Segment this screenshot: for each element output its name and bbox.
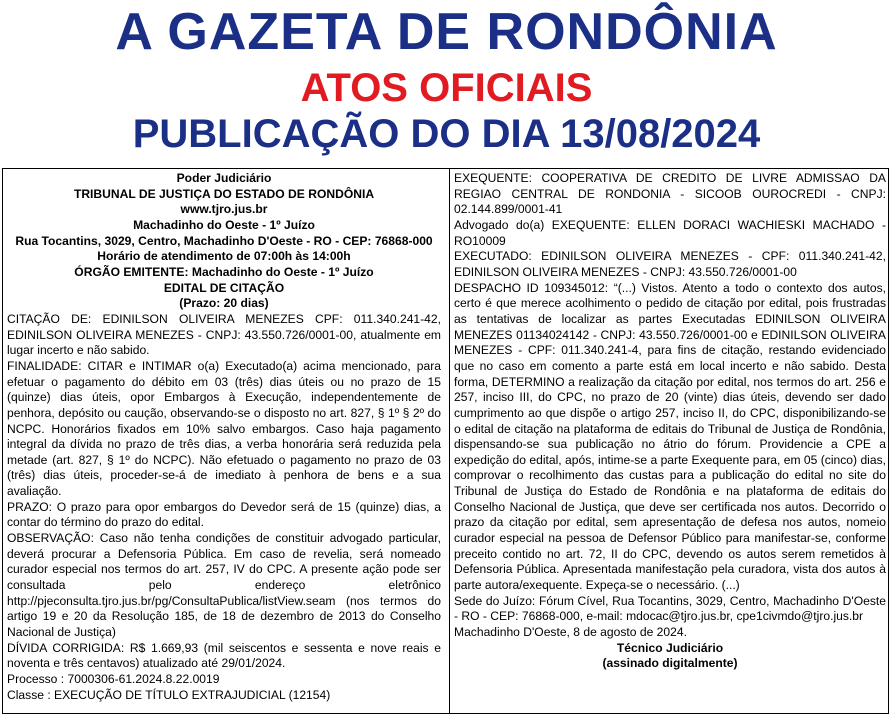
notice-frame xyxy=(2,168,889,714)
court-address: Rua Tocantins, 3029, Centro, Machadinho D'Oeste - RO - CEP: 76868-000 xyxy=(15,233,433,248)
signer-note: (assinado digitalmente) xyxy=(602,656,738,671)
district-name: Machadinho do Oeste - 1º Juízo xyxy=(133,217,315,232)
court-seat-paragraph: Sede do Juízo: Fórum Cível, Rua Tocantins, 3029, Centro, Machadinho D'Oeste - RO - CEP: 76868-000, e-mail: mdocac@tjro.jus.br, cpe1civmdo@tjro.jus.br xyxy=(454,593,886,624)
office-hours: Horário de atendimento de 07:00h às 14:00h xyxy=(97,249,351,264)
debtor-paragraph: EXECUTADO: EDINILSON OLIVEIRA MENEZES - CPF: 011.340.241-42, EDINILSON OLIVEIRA MENEZES - CNPJ: 43.550.726/0001-00 xyxy=(454,249,886,279)
branch-name: Poder Judiciário xyxy=(176,171,272,185)
deadline-paragraph: PRAZO: O prazo para opor embargos do Devedor será de 15 (quinze) dias, a contar do término do prazo do edital. xyxy=(7,499,441,530)
process-number: Processo : 7000306-61.2024.8.22.0019 xyxy=(7,672,220,686)
purpose-paragraph: FINALIDADE: CITAR e INTIMAR o(a) Executado(a) acima mencionado, para efetuar o pagamento do débito em 03 (três) dias úteis ou no prazo de 15 (quinze) dias úteis, opor Embargos à Execução, independentemente de penhora, depósito ou caução, observando-se o disposto no art. 827, § 1º § 2º do NCPC. Honorários fixados em 10% salvo embargos. Caso haja pagamento integral da dívida no prazo de três dias, a verba honorária será reduzida pela metade (art. 827, § 1º do NCPC). Não efetuado o pagamento no prazo de 03 (três) dias úteis, proceder-se-á de imediato à penhora de bens e a sua avaliação. xyxy=(7,358,441,499)
order-paragraph: DESPACHO ID 109345012: “(...) Vistos. Atento a todo o contexto dos autos, certo é que merece acolhimento o pedido de citação por edital, pois frustradas as tentativas de localizar as partes Executadas EDINILSON OLIVEIRA MENEZES 01134024142 - CNPJ: 43.550.726/0001-00 e EDINILSON OLIVEIRA MENEZES - CPF: 011.340.241-4, para fins de citação, restando evidenciado que no caso em comento a parte está em local incerto e não sabido. Desta forma, DETERMINO a realização da citação por edital, nos termos do art. 256 e 257, inciso III, do CPC, no prazo de 20 (vinte) dias úteis, devendo ser dado cumprimento ao que dispõe o artigo 257, inciso II, do CPC, disponibilizando-se o edital de citação na plataforma de editais do Tribunal de Justiça de Rondônia, dispensando-se sua publicação no átrio do fórum. Providencie a CPE a expedição do edital, após, intime-se a parte Exequente para, em 05 (cinco) dias, comprovar o recolhimento das custas para a publicação do edital no site do Tribunal de Justiça do Estado de Rondônia e na plataforma de editais do Conselho Nacional de Justiça, que deve ser certificada nos autos. Decorrido o prazo da citação por edital, sem apresentação de defesa nos autos, nomeio curador especial na pessoa de Defensor Público para manifestar-se, conforme preceito contido no art. 72, II do CPC, devendo os autos serem remetidos à Defensoria Pública. Apresentada manifestação pela curadora, vista dos autos à parte autora/exequente. Expeça-se o necessário. (...) xyxy=(454,280,886,593)
process-class: Classe : EXECUÇÃO DE TÍTULO EXTRAJUDICIAL (12154) xyxy=(7,687,331,702)
newspaper-title: A GAZETA DE RONDÔNIA xyxy=(115,3,778,61)
section-title: ATOS OFICIAIS xyxy=(300,66,593,110)
edict-deadline: (Prazo: 20 dias) xyxy=(179,296,269,311)
observation-paragraph: OBSERVAÇÃO: Caso não tenha condições de constituir advogado particular, deverá procurar a Defensoria Pública. Em caso de revelia, será nomeado curador especial nos termos do art. 257, IV do CPC. A presente ação pode ser consultada pelo endereço eletrônico http://pjeconsulta.tjro.jus.br/pg/ConsultaPublica/listView.seam (nos termos do artigo 19 e 20 da Resolução 185, de 18 de dezembro de 2013 do Conselho Nacional de Justiça) xyxy=(7,531,441,640)
court-name: TRIBUNAL DE JUSTIÇA DO ESTADO DE RONDÔNIA xyxy=(73,186,375,201)
lawyer-paragraph: Advogado do(a) EXEQUENTE: ELLEN DORACI WACHIESKI MACHADO - RO10009 xyxy=(454,217,886,248)
issuing-body: ÓRGÃO EMITENTE: Machadinho do Oeste - 1º Juízo xyxy=(74,264,374,279)
notice-left-column xyxy=(7,171,441,703)
notice-right-column xyxy=(454,171,886,672)
creditor-paragraph: EXEQUENTE: COOPERATIVA DE CREDITO DE LIVRE ADMISSAO DA REGIAO CENTRAL DE RONDONIA - SICOOB OUROCREDI - CNPJ: 02.144.899/0001-41 xyxy=(454,171,886,217)
column-divider xyxy=(449,169,450,713)
publication-date: PUBLICAÇÃO DO DIA 13/08/2024 xyxy=(132,112,761,156)
masthead xyxy=(0,0,893,168)
citation-paragraph: CITAÇÃO DE: EDINILSON OLIVEIRA MENEZES CPF: 011.340.241-42, EDINILSON OLIVEIRA MENEZES - CNPJ: 43.550.726/0001-00, atualmente em lugar incerto e não sabido. xyxy=(7,311,441,358)
date-line: Machadinho D'Oeste, 8 de agosto de 2024. xyxy=(454,625,687,640)
debt-paragraph: DÍVIDA CORRIGIDA: R$ 1.669,93 (mil seiscentos e sessenta e nove reais e noventa e três centavos) atualizado até 29/01/2024. xyxy=(7,640,441,671)
signer-title: Técnico Judiciário xyxy=(616,640,724,655)
edict-title: EDITAL DE CITAÇÃO xyxy=(163,280,285,295)
court-website: www.tjro.jus.br xyxy=(180,202,268,217)
